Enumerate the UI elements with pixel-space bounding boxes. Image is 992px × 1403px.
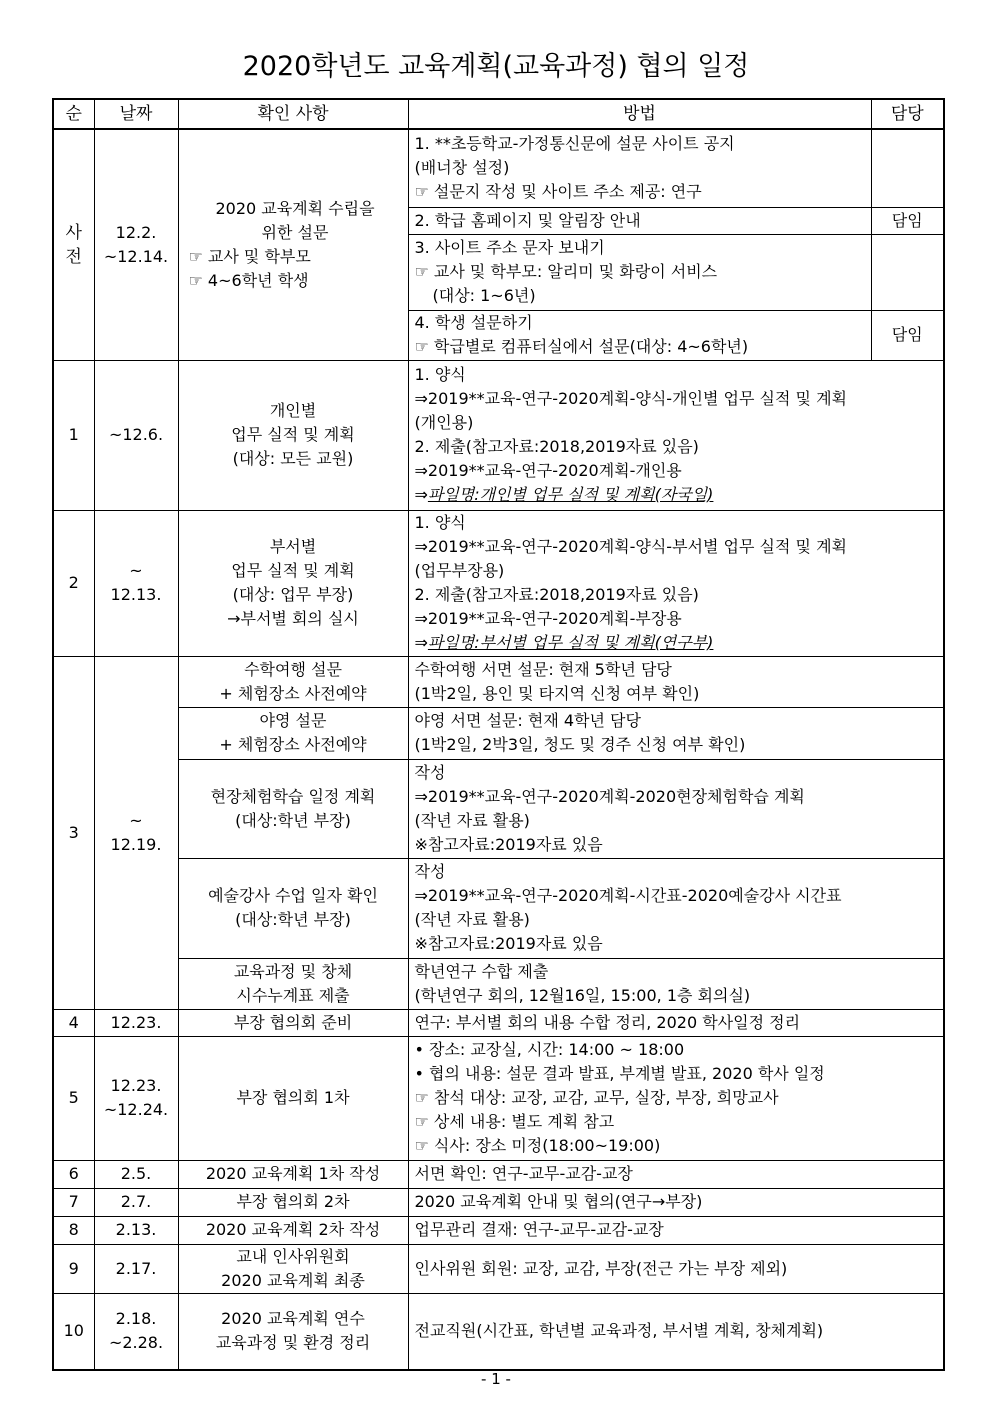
cell-method: 1. **초등학교-가정통신문에 설문 사이트 공지 (배너창 설정) ☞ 설문지 작성 및 사이트 주소 제공: 연구 bbox=[408, 129, 871, 207]
cell-method: 작성 ⇒2019**교육-연구-2020계획-2020현장체험학습 계획 (작년 자료 활용) ※참고자료:2019자료 있음 bbox=[408, 759, 944, 858]
table-header-row bbox=[53, 99, 944, 129]
cell-order: 7 bbox=[53, 1188, 94, 1216]
table-row bbox=[53, 510, 944, 656]
cell-item: 2020 교육계획 1차 작성 bbox=[178, 1160, 408, 1188]
cell-method: 1. 양식 ⇒2019**교육-연구-2020계획-양식-부서별 업무 실적 및 계획 (업무부장용) 2. 제출(참고자료:2018,2019자료 있음) ⇒2019**교육-연구-2020계획-부장용 ⇒파일명:부서별 업무 실적 및 계획(연구부) bbox=[408, 510, 944, 656]
cell-order: 2 bbox=[53, 510, 94, 656]
header-method: 방법 bbox=[408, 99, 871, 129]
cell-item: 교육과정 및 창체 시수누계표 제출 bbox=[178, 958, 408, 1009]
cell-method: 업무관리 결재: 연구-교무-교감-교장 bbox=[408, 1216, 944, 1244]
cell-item: 예술강사 수업 일자 확인 (대상:학년 부장) bbox=[178, 858, 408, 958]
cell-order: 1 bbox=[53, 360, 94, 510]
cell-date: ~ 12.19. bbox=[94, 656, 178, 1009]
header-item: 확인 사항 bbox=[178, 99, 408, 129]
cell-item: 야영 설문 + 체험장소 사전예약 bbox=[178, 707, 408, 759]
table-subrow bbox=[53, 958, 944, 1009]
cell-order: 9 bbox=[53, 1244, 94, 1293]
cell-method: 3. 사이트 주소 문자 보내기 ☞ 교사 및 학부모: 알리미 및 화랑이 서비스 (대상: 1~6년) bbox=[408, 234, 871, 310]
cell-order: 10 bbox=[53, 1293, 94, 1370]
cell-item: 개인별 업무 실적 및 계획 (대상: 모든 교원) bbox=[178, 360, 408, 510]
cell-date: 12.23. ~12.24. bbox=[94, 1036, 178, 1160]
cell-item: 2020 교육계획 수립을 위한 설문 ☞ 교사 및 학부모 ☞ 4~6학년 학생 bbox=[178, 129, 408, 360]
document-title: 2020학년도 교육계획(교육과정) 협의 일정 bbox=[242, 51, 750, 82]
cell-owner bbox=[871, 234, 944, 310]
table-row bbox=[53, 1009, 944, 1036]
cell-date: 2.17. bbox=[94, 1244, 178, 1293]
cell-date: 2.7. bbox=[94, 1188, 178, 1216]
cell-method: 2020 교육계획 안내 및 협의(연구→부장) bbox=[408, 1188, 944, 1216]
schedule-table bbox=[52, 98, 945, 1371]
cell-date: 2.13. bbox=[94, 1216, 178, 1244]
cell-owner bbox=[871, 129, 944, 207]
cell-item: 부장 협의회 1차 bbox=[178, 1036, 408, 1160]
cell-method: 전교직원(시간표, 학년별 교육과정, 부서별 계획, 창체계획) bbox=[408, 1293, 944, 1370]
cell-method: 2. 학급 홈페이지 및 알림장 안내 bbox=[408, 207, 871, 234]
cell-order: 8 bbox=[53, 1216, 94, 1244]
table-row bbox=[53, 360, 944, 510]
cell-item: 현장체험학습 일정 계획 (대상:학년 부장) bbox=[178, 759, 408, 858]
cell-method: 학년연구 수합 제출 (학년연구 회의, 12월16일, 15:00, 1층 회의실) bbox=[408, 958, 944, 1009]
filename-note: 파일명:부서별 업무 실적 및 계획(연구부) bbox=[427, 633, 714, 652]
cell-date: 2.18. ~2.28. bbox=[94, 1293, 178, 1370]
cell-method: 4. 학생 설문하기 ☞ 학급별로 컴퓨터실에서 설문(대상: 4~6학년) bbox=[408, 310, 871, 360]
header-date: 날짜 bbox=[94, 99, 178, 129]
cell-method: 1. 양식 ⇒2019**교육-연구-2020계획-양식-개인별 업무 실적 및 계획 (개인용) 2. 제출(참고자료:2018,2019자료 있음) ⇒2019**교육-연구-2020계획-개인용 ⇒파일명:개인별 업무 실적 및 계획(자국일) bbox=[408, 360, 944, 510]
page-number: - 1 - bbox=[481, 1370, 511, 1388]
cell-item: 교내 인사위원회 2020 교육계획 최종 bbox=[178, 1244, 408, 1293]
cell-order: 6 bbox=[53, 1160, 94, 1188]
table-subrow bbox=[53, 707, 944, 759]
table-row-pre bbox=[53, 129, 944, 207]
cell-order: 3 bbox=[53, 656, 94, 1009]
cell-date: ~ 12.13. bbox=[94, 510, 178, 656]
cell-method: 연구: 부서별 회의 내용 수합 정리, 2020 학사일정 정리 bbox=[408, 1009, 944, 1036]
cell-method: 작성 ⇒2019**교육-연구-2020계획-시간표-2020예술강사 시간표 (작년 자료 활용) ※참고자료:2019자료 있음 bbox=[408, 858, 944, 958]
cell-item: 2020 교육계획 연수 교육과정 및 환경 정리 bbox=[178, 1293, 408, 1370]
cell-order: 5 bbox=[53, 1036, 94, 1160]
cell-method: 서면 확인: 연구-교무-교감-교장 bbox=[408, 1160, 944, 1188]
header-owner: 담당 bbox=[871, 99, 944, 129]
cell-owner: 담임 bbox=[871, 310, 944, 360]
table-row bbox=[53, 1293, 944, 1370]
cell-order: 4 bbox=[53, 1009, 94, 1036]
table-row bbox=[53, 1244, 944, 1293]
table-row bbox=[53, 656, 944, 707]
cell-date: ~12.6. bbox=[94, 360, 178, 510]
table-row bbox=[53, 1216, 944, 1244]
cell-method: 인사위원 회원: 교장, 교감, 부장(전근 가는 부장 제외) bbox=[408, 1244, 944, 1293]
table-subrow bbox=[53, 759, 944, 858]
table-row bbox=[53, 1036, 944, 1160]
table-subrow bbox=[53, 858, 944, 958]
table-row bbox=[53, 1188, 944, 1216]
cell-date: 12.23. bbox=[94, 1009, 178, 1036]
cell-item: 수학여행 설문 + 체험장소 사전예약 bbox=[178, 656, 408, 707]
cell-method: 야영 서면 설문: 현재 4학년 담당 (1박2일, 2박3일, 청도 및 경주 신청 여부 확인) bbox=[408, 707, 944, 759]
cell-method: • 장소: 교장실, 시간: 14:00 ~ 18:00 • 협의 내용: 설문 결과 발표, 부계별 발표, 2020 학사 일정 ☞ 참석 대상: 교장, 교감, 교무, 실장, 부장, 희망교사 ☞ 상세 내용: 별도 계획 참고 ☞ 식사: 장소 미정(18:00~19:00) bbox=[408, 1036, 944, 1160]
cell-item: 부장 협의회 2차 bbox=[178, 1188, 408, 1216]
cell-item: 2020 교육계획 2차 작성 bbox=[178, 1216, 408, 1244]
header-order: 순 bbox=[53, 99, 94, 129]
cell-owner: 담임 bbox=[871, 207, 944, 234]
cell-item: 부장 협의회 준비 bbox=[178, 1009, 408, 1036]
cell-item: 부서별 업무 실적 및 계획 (대상: 업무 부장) →부서별 회의 실시 bbox=[178, 510, 408, 656]
cell-date: 2.5. bbox=[94, 1160, 178, 1188]
cell-date: 12.2. ~12.14. bbox=[94, 129, 178, 360]
filename-note: 파일명:개인별 업무 실적 및 계획(자국일) bbox=[427, 485, 714, 504]
table-row bbox=[53, 1160, 944, 1188]
cell-order: 사 전 bbox=[53, 129, 94, 360]
cell-method: 수학여행 서면 설문: 현재 5학년 담당 (1박2일, 용인 및 타지역 신청 여부 확인) bbox=[408, 656, 944, 707]
